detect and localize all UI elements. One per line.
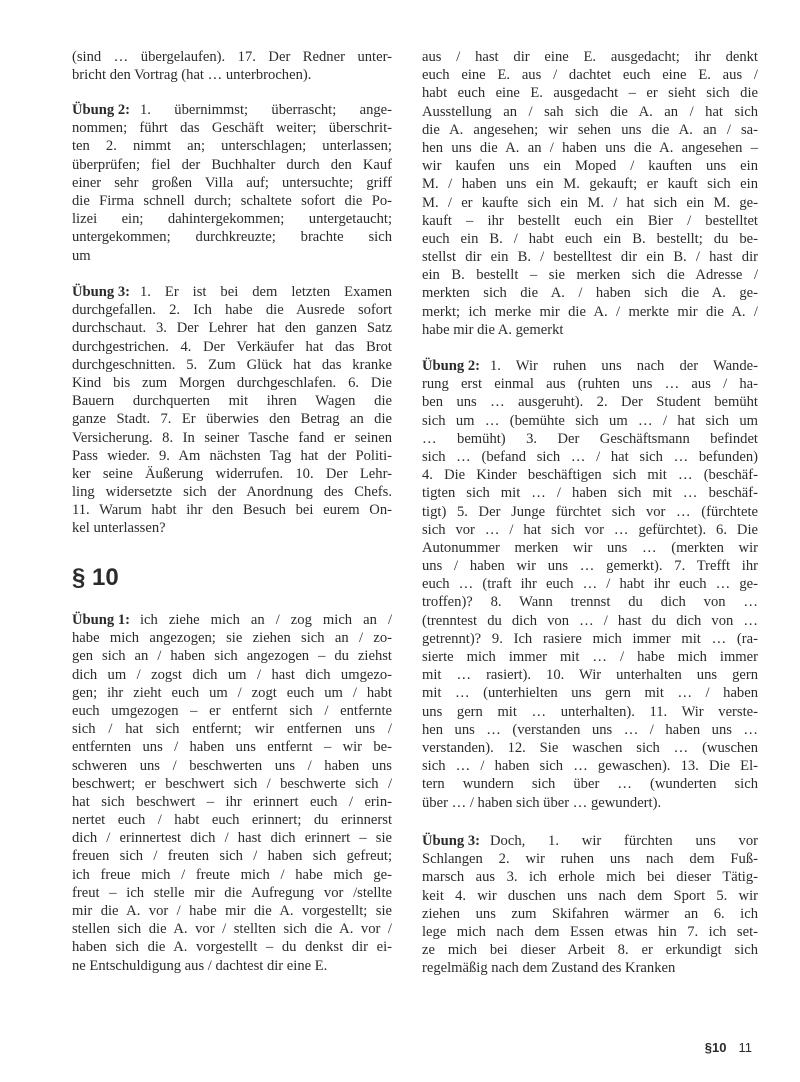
text-line: hen uns … (verstanden uns … / haben uns … (422, 721, 758, 738)
line-text: Doch, 1. wir fürchten uns vor (490, 833, 758, 849)
text-line: 4. Die Kinder beschäftigen sich mit … (beschäf- (422, 467, 758, 484)
text-line: euch ein B. / habt euch ein B. bestellt; du be- (422, 230, 758, 247)
text-line: kauft – ihr bestellt euch ein Bier / bestelltet (422, 212, 758, 229)
text-line: uns gern mit … unterhalten). 11. Wir verste- (422, 703, 758, 720)
line-text: 1. Er ist bei dem letzten Examen (140, 284, 392, 300)
exercise-label: Übung 3: (72, 284, 130, 300)
text-line: tigt) 5. Der Junge fürchtet sich vor … (fürchtete (422, 503, 758, 520)
page-footer (705, 1040, 752, 1055)
text-line: (sind … übergelaufen). 17. Der Redner unter- (72, 49, 392, 65)
text-line: stellst dir ein B. / bestelltest dir ein B. / hast dir (422, 249, 758, 266)
text-line: aus / hast dir eine E. ausgedacht; ihr denkt (422, 49, 758, 65)
text-line: hat sich beschwert – ihr erinnert euch / erin- (72, 793, 392, 810)
text-line: ten 2. nimmt an; unterschlagen; unterlassen; (72, 138, 392, 155)
text-line: euch eine E. aus / dachtet euch eine E. aus / (422, 67, 758, 84)
text-line: sich vor … / hat sich vor … gefürchtet). 6. Die (422, 521, 758, 538)
text-line: haben sich die A. vorgestellt – du denkst dir ei- (72, 939, 392, 956)
text-line: Pass wieder. 9. Am nächsten Tag hat der Politi- (72, 447, 392, 464)
text-line: entfernten uns / haben uns entfernt – wir be- (72, 739, 392, 756)
text-line: um (72, 247, 91, 264)
text-line: habe mich angezogen; sie ziehen sich an / zo- (72, 630, 392, 647)
text-line: die A. angesehen; wir sehen uns die A. an / sa- (422, 121, 758, 138)
text-line: durchschaut. 3. Der Lehrer hat den ganzen Satz (72, 320, 392, 337)
text-line: ben uns … ausgeruht). 2. Der Student bemüht (422, 394, 758, 411)
text-line: ker seine Äußerung widerrufen. 10. Der Lehr- (72, 465, 392, 482)
exercise-1-continuation (422, 48, 758, 339)
text-line: hen uns die A. an / haben uns die A. angesehen – (422, 139, 758, 156)
text-line: durchgestrichen. 4. Der Verkäufer hat das Brot (72, 338, 392, 355)
section-10-exercise-2-answers (422, 357, 758, 812)
text-line: lege mich nach dem Essen etwas hin 7. ich set- (422, 923, 758, 940)
text-line: ganze Stadt. 7. Er überwies den Betrag an die (72, 411, 392, 428)
text-line: durchgefallen. 2. Ich habe die Ausrede sofort (72, 302, 392, 319)
text-line: euch umgezogen – er entfernt sich / entfernte (72, 702, 392, 719)
text-line: sierte mich immer mit … / habe mich immer (422, 649, 758, 665)
text-line: wir kaufen uns ein Moped / kauften uns ein (422, 158, 758, 175)
text-line: stellen sich die A. vor / stellten sich die A. vor / (72, 921, 392, 938)
text-line (72, 611, 392, 629)
line-text: 1. Wir ruhen uns nach der Wande- (490, 358, 758, 374)
text-line: dich um / zogst dich um / hast dich umgezo- (72, 666, 392, 683)
footer-section: §10 (704, 1040, 727, 1055)
text-line: euch … (traft ihr euch … / habt ihr euch … ge- (422, 576, 758, 593)
text-line (72, 101, 392, 119)
text-line: beschwert; er beschwert sich / beschwerte sich / (72, 775, 392, 792)
exercise-3-answers (72, 283, 392, 538)
text-line: sich um … (bemühte sich um … / hat sich um (422, 412, 758, 429)
text-line: untergekommen; durchkreuzte; brachte sich (72, 229, 392, 246)
text-line: ziehen uns zum Skifahren wärmer an 6. ich (422, 905, 758, 922)
text-line: ein B. bestellt – sie merken sich die Adresse / (422, 267, 758, 284)
text-line: marsch aus 3. ich erhole mich bei dieser Tätig- (422, 869, 758, 886)
section-10-exercise-1-answers (72, 611, 392, 975)
text-line: rung erst einmal aus (ruhten uns … aus / ha- (422, 376, 758, 393)
text-line: regelmäßig nach dem Zustand des Kranken (422, 960, 676, 977)
text-line: freut – ich stelle mir die Aufregung vor /stellte (72, 884, 392, 901)
line-text: 1. übernimmst; überrascht; ange- (140, 102, 392, 118)
text-line (422, 357, 758, 375)
text-line: überprüfen; fiel der Buchhalter durch den Kauf (72, 156, 392, 173)
text-line: sich … (befand sich … / hat sich … befunden) (422, 448, 758, 465)
text-line: dich / erinnertest dich / hast dich erinnert – sie (72, 830, 392, 847)
text-line: verstanden). 12. Sie waschen sich … (wuschen (422, 739, 758, 756)
exercise-label: Übung 2: (422, 358, 480, 374)
text-line: mir die A. vor / habe mir die A. vorgestellt; sie (72, 903, 392, 919)
text-line: mit … rasiert). 10. Wir unterhalten uns gern (422, 667, 758, 684)
text-line: nertet euch / habt euch erinnert; du erinnerst (72, 812, 392, 829)
text-line: mit … (unterhielten uns gern mit … / haben (422, 685, 758, 702)
paragraph-continuation (72, 48, 392, 84)
text-line: getrennt)? 9. Ich rasiere mich immer mit … (ra- (422, 630, 758, 647)
text-line: schweren uns / beschwerten uns / haben uns (72, 757, 392, 774)
text-line: uns / haben wir uns … gemerkt). 7. Trefft ihr (422, 558, 758, 575)
text-line: Autonummer merken wir uns … (merkten wir (422, 539, 758, 556)
exercise-2-answers (72, 101, 392, 265)
text-line: troffen)? 8. Wann trennst du dich von … (422, 594, 758, 611)
text-line: gen sich an / haben sich angezogen – du ziehst (72, 648, 392, 665)
text-line: ling widersetzte sich der Anordnung des Chefs. (72, 484, 392, 501)
text-line: M. / er kaufte sich ein M. / hat sich ein M. ge- (422, 194, 758, 211)
text-line: merkt; ich merke mir die A. / merkte mir die A. / (422, 303, 758, 320)
text-line: kel unterlassen? (72, 520, 166, 537)
text-line: 11. Warum habt ihr den Besuch bei eurem On- (72, 502, 392, 519)
text-line: sich / hat sich entfernt; wir entfernen uns / (72, 721, 392, 738)
text-line: merkten sich die A. / haben sich die A. ge- (422, 285, 758, 302)
section-heading: § 10 (72, 564, 119, 591)
text-line: ze mich bei dieser Arbeit 8. er erkundigt sich (422, 942, 758, 959)
text-line: freuen sich / freuten sich / haben sich gefreut; (72, 848, 392, 865)
text-line: Bauern durchquerten mit ihren Wagen die (72, 393, 392, 410)
text-line: gen; ihr zieht euch um / zogt euch um / habt (72, 684, 392, 701)
exercise-label: Übung 2: (72, 102, 130, 118)
text-line: einer sehr großen Villa auf; untersuchte; griff (72, 174, 392, 191)
section-10-exercise-3-answers (422, 832, 758, 978)
text-line: tigten sich mit … / haben sich mit … beschäf- (422, 485, 758, 502)
text-line: tern wundern sich über … (wunderten sich (422, 776, 758, 793)
text-line: lizei ein; dahintergekommen; untergetaucht; (72, 211, 392, 228)
text-line: Schlangen 2. wir ruhen uns nach dem Fuß- (422, 851, 758, 868)
text-line: sich … / haben sich … gewaschen). 13. Die El- (422, 758, 758, 775)
exercise-label: Übung 1: (72, 612, 130, 628)
line-text: ich ziehe mich an / zog mich an / (140, 612, 392, 628)
text-line (72, 283, 392, 301)
text-line: habe mir die A. gemerkt (422, 321, 564, 338)
text-line: Ausstellung an / sah sich die A. an / hat sich (422, 103, 758, 120)
text-line: ich freue mich / freute mich / habe mich ge- (72, 866, 392, 883)
text-line: nommen; führt das Geschäft weiter; überschrit- (72, 120, 392, 137)
text-line: ne Entschuldigung aus / dachtest dir eine E. (72, 957, 328, 974)
exercise-label: Übung 3: (422, 833, 480, 849)
text-line: bricht den Vortrag (hat … unterbrochen). (72, 67, 312, 84)
text-line: keit 4. wir duschen uns nach dem Sport 5. wir (422, 887, 758, 904)
text-line: Kind bis zum Morgen durchgeschlafen. 6. Die (72, 374, 392, 391)
text-line: M. / haben uns ein M. gekauft; er kauft sich ein (422, 176, 758, 193)
text-line: Versicherung. 8. In seiner Tasche fand er seinen (72, 429, 392, 446)
text-line: über … / haben sich über … gewundert). (422, 794, 662, 811)
text-line: habt euch eine E. ausgedacht – er sieht sich die (422, 85, 758, 102)
text-line: … bemüht) 3. Der Geschäftsmann befindet (422, 430, 758, 447)
text-line: (trenntest du dich von … / hast du dich von … (422, 612, 758, 629)
text-line (422, 832, 758, 850)
text-line: durchgeschnitten. 5. Zum Glück hat das kranke (72, 356, 392, 373)
page-number: 11 (738, 1040, 752, 1055)
text-line: die Firma schnell durch; schaltete sofort die Po- (72, 192, 392, 209)
